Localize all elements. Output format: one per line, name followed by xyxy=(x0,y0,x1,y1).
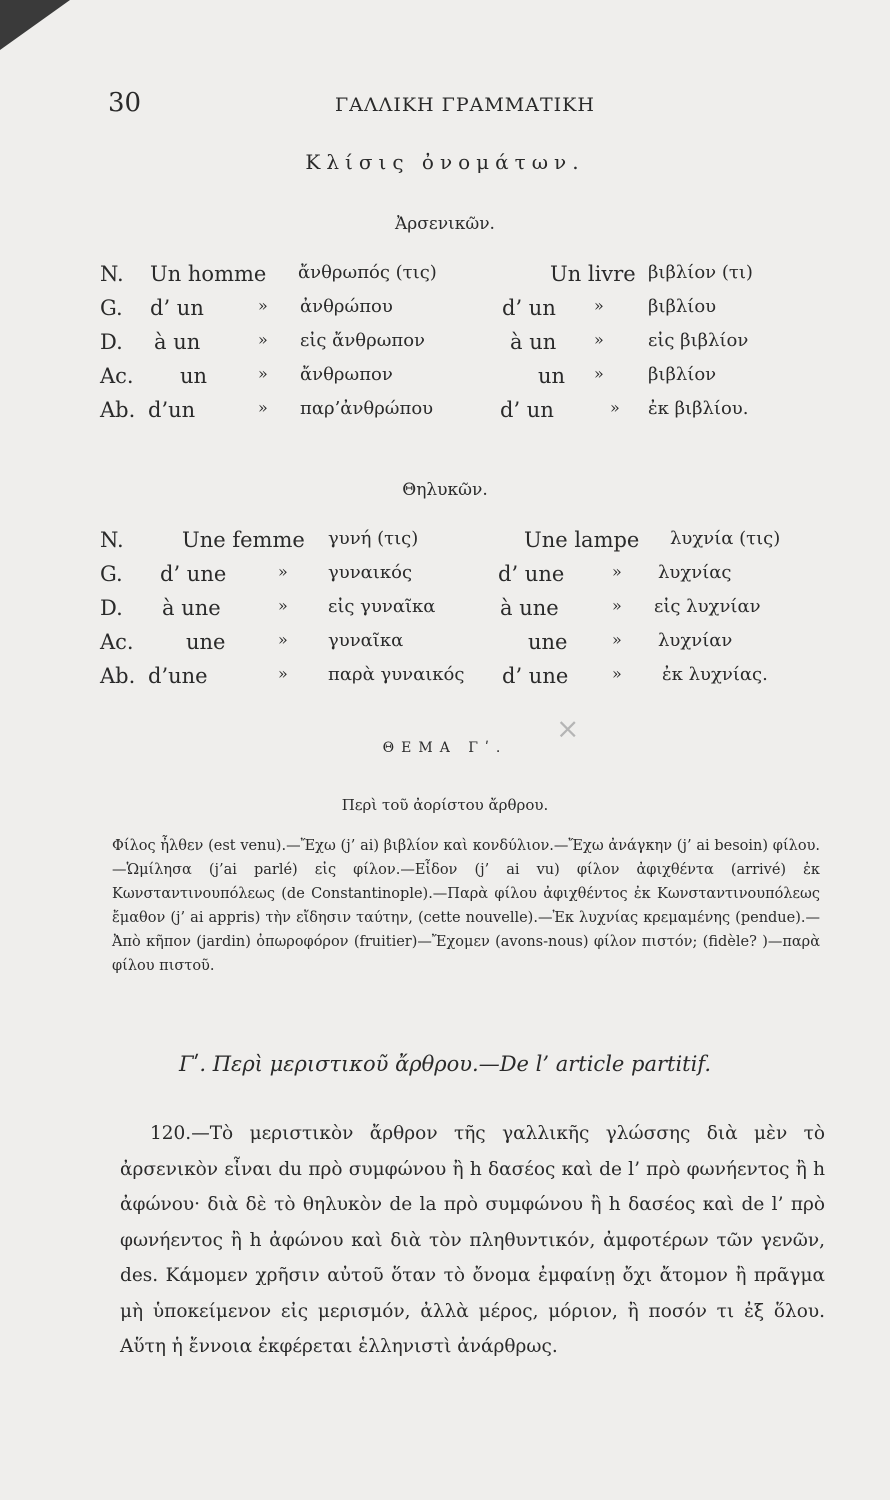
stray-x-mark: × xyxy=(556,712,580,745)
french-form: une xyxy=(186,630,226,654)
ditto-mark: » xyxy=(594,296,604,315)
case-label: Ab. xyxy=(100,664,136,688)
exercise-paragraph: Φίλος ἦλθεν (est venu).—Ἔχω (j’ ai) βιβλίον καὶ κονδύλιον.—Ἔχω ἀνάγκην (j’ ai besoin) φίλου.—Ὡμίλησα (j’ai parlé) εἰς φίλον.—Εἶδον (j’ ai vu) φίλον ἀφιχθέντα (arrivé) ἐκ Κωνσταντινουπόλεως (de Constantinople).—Παρὰ φίλου ἀφιχθέντος ἐκ Κωνσταντινουπόλεως ἔμαθον (j’ ai appris) τὴν εἴδησιν ταύτην, (cette nouvelle).—Ἐκ λυχνίας κρεμαμένης (pendue).—Ἀπὸ κῆπον (jardin) ὀπωροφόρον (fruitier)—Ἔχομεν (avons-nous) φίλον πιστόν; (fidèle? )—παρὰ φίλου πιστοῦ. xyxy=(112,838,820,974)
french-form-2: une xyxy=(528,630,568,654)
ditto-mark: » xyxy=(612,596,622,615)
french-form: d’un xyxy=(148,398,196,422)
greek-form: εἰς γυναῖκα xyxy=(328,596,436,617)
french-form-2: à un xyxy=(510,330,557,354)
case-label: D. xyxy=(100,596,123,620)
ditto-mark: » xyxy=(278,562,288,581)
french-form-2: d’ une xyxy=(498,562,565,586)
exercise-text xyxy=(112,834,820,978)
table-row xyxy=(100,630,800,664)
french-form: Un homme xyxy=(150,262,267,286)
table-row xyxy=(100,398,800,432)
french-form-2: un xyxy=(538,364,566,388)
ditto-mark: » xyxy=(610,398,620,417)
table-row xyxy=(100,262,800,296)
french-form-2: à une xyxy=(500,596,559,620)
table-row xyxy=(100,364,800,398)
ditto-mark: » xyxy=(594,330,604,349)
french-form-2: Un livre xyxy=(550,262,636,286)
french-form: à un xyxy=(154,330,201,354)
greek-form-2: βιβλίον xyxy=(648,364,717,385)
body-text xyxy=(120,1116,825,1365)
masculine-heading: Ἀρσενικῶν. xyxy=(395,214,495,234)
feminine-heading: Θηλυκῶν. xyxy=(402,480,488,500)
ditto-mark: » xyxy=(278,596,288,615)
table-row xyxy=(100,562,800,596)
theme-subheading: Περὶ τοῦ ἀορίστου ἄρθρου. xyxy=(341,796,549,814)
case-label: G. xyxy=(100,296,123,320)
table-row xyxy=(100,664,800,698)
ditto-mark: » xyxy=(278,630,288,649)
french-form: à une xyxy=(162,596,221,620)
ditto-mark: » xyxy=(258,296,268,315)
section-heading: Γʹ. Περὶ μεριστικοῦ ἄρθρου.—De l’ article partitif. xyxy=(178,1052,712,1076)
body-paragraph: 120.—Τὸ μεριστικὸν ἄρθρον τῆς γαλλικῆς γλώσσης διὰ μὲν τὸ ἀρσενικὸν εἶναι du πρὸ συμφώνου ἢ h δασέος καὶ de l’ πρὸ φωνήεντος ἢ h ἀφώνου· διὰ δὲ τὸ θηλυκὸν de la πρὸ συμφώνου ἢ h δασέος καὶ de l’ πρὸ φωνήεντος ἢ h ἀφώνου καὶ διὰ τὸν πληθυντικόν, ἀμφοτέρων τῶν γενῶν, des. Κάμομεν χρῆσιν αὐτοῦ ὅταν τὸ ὄνομα ἐμφαίνῃ ὄχι ἄτομον ἢ πρᾶγμα μὴ ὑποκείμενον εἰς μερισμόν, ἀλλὰ μέρος, μόριον, ἢ ποσόν τι ἐξ ὅλου. Αὕτη ἡ ἔννοια ἐκφέρεται ἑλληνιστὶ ἀνάρθρως. xyxy=(120,1123,825,1357)
greek-form: εἰς ἄνθρωπον xyxy=(300,330,425,351)
greek-form-2: βιβλίου xyxy=(648,296,717,317)
greek-form-2: λυχνία (τις) xyxy=(670,528,781,549)
case-label: G. xyxy=(100,562,123,586)
case-label: Ac. xyxy=(100,630,134,654)
french-form: d’ une xyxy=(160,562,227,586)
greek-form: ἄνθρωπός (τις) xyxy=(298,262,437,283)
french-form: un xyxy=(180,364,208,388)
ditto-mark: » xyxy=(612,664,622,683)
greek-form-2: βιβλίον (τι) xyxy=(648,262,753,283)
greek-form-2: εἰς λυχνίαν xyxy=(654,596,761,617)
page-number: 30 xyxy=(108,88,142,118)
case-label: Ac. xyxy=(100,364,134,388)
running-title: ΓΑΛΛΙΚΗ ΓΡΑΜΜΑΤΙΚΗ xyxy=(335,94,595,116)
greek-form: γυνή (τις) xyxy=(328,528,419,549)
case-label: N. xyxy=(100,528,124,552)
french-form-2: Une lampe xyxy=(524,528,640,552)
greek-form-2: ἐκ λυχνίας. xyxy=(662,664,768,685)
ditto-mark: » xyxy=(278,664,288,683)
greek-form-2: εἰς βιβλίον xyxy=(648,330,749,351)
greek-form: γυναικός xyxy=(328,562,413,583)
case-label: D. xyxy=(100,330,123,354)
ditto-mark: » xyxy=(612,562,622,581)
french-form: d’une xyxy=(148,664,208,688)
greek-form: ἀνθρώπου xyxy=(300,296,393,317)
ditto-mark: » xyxy=(594,364,604,383)
greek-form: παρὰ γυναικός xyxy=(328,664,465,685)
french-form-2: d’ un xyxy=(502,296,556,320)
french-form: Une femme xyxy=(182,528,305,552)
running-header xyxy=(0,88,890,118)
greek-form: ἄνθρωπον xyxy=(300,364,393,385)
page-corner-shadow xyxy=(0,0,70,50)
greek-form: παρ’ἀνθρώπου xyxy=(300,398,434,419)
theme-heading: ΘΕΜΑ Γʹ. xyxy=(382,740,508,756)
ditto-mark: » xyxy=(612,630,622,649)
ditto-mark: » xyxy=(258,398,268,417)
table-row xyxy=(100,296,800,330)
french-form-2: d’ un xyxy=(500,398,554,422)
ditto-mark: » xyxy=(258,364,268,383)
case-label: Ab. xyxy=(100,398,136,422)
table-row xyxy=(100,330,800,364)
greek-form-2: ἐκ βιβλίου. xyxy=(648,398,749,419)
ditto-mark: » xyxy=(258,330,268,349)
french-form: d’ un xyxy=(150,296,204,320)
table-row xyxy=(100,596,800,630)
table-row xyxy=(100,528,800,562)
greek-form: γυναῖκα xyxy=(328,630,404,651)
case-label: N. xyxy=(100,262,124,286)
greek-form-2: λυχνίαν xyxy=(658,630,733,651)
greek-form-2: λυχνίας xyxy=(658,562,732,583)
french-form-2: d’ une xyxy=(502,664,569,688)
declension-title: Κλίσις ὀνομάτων. xyxy=(305,150,585,174)
